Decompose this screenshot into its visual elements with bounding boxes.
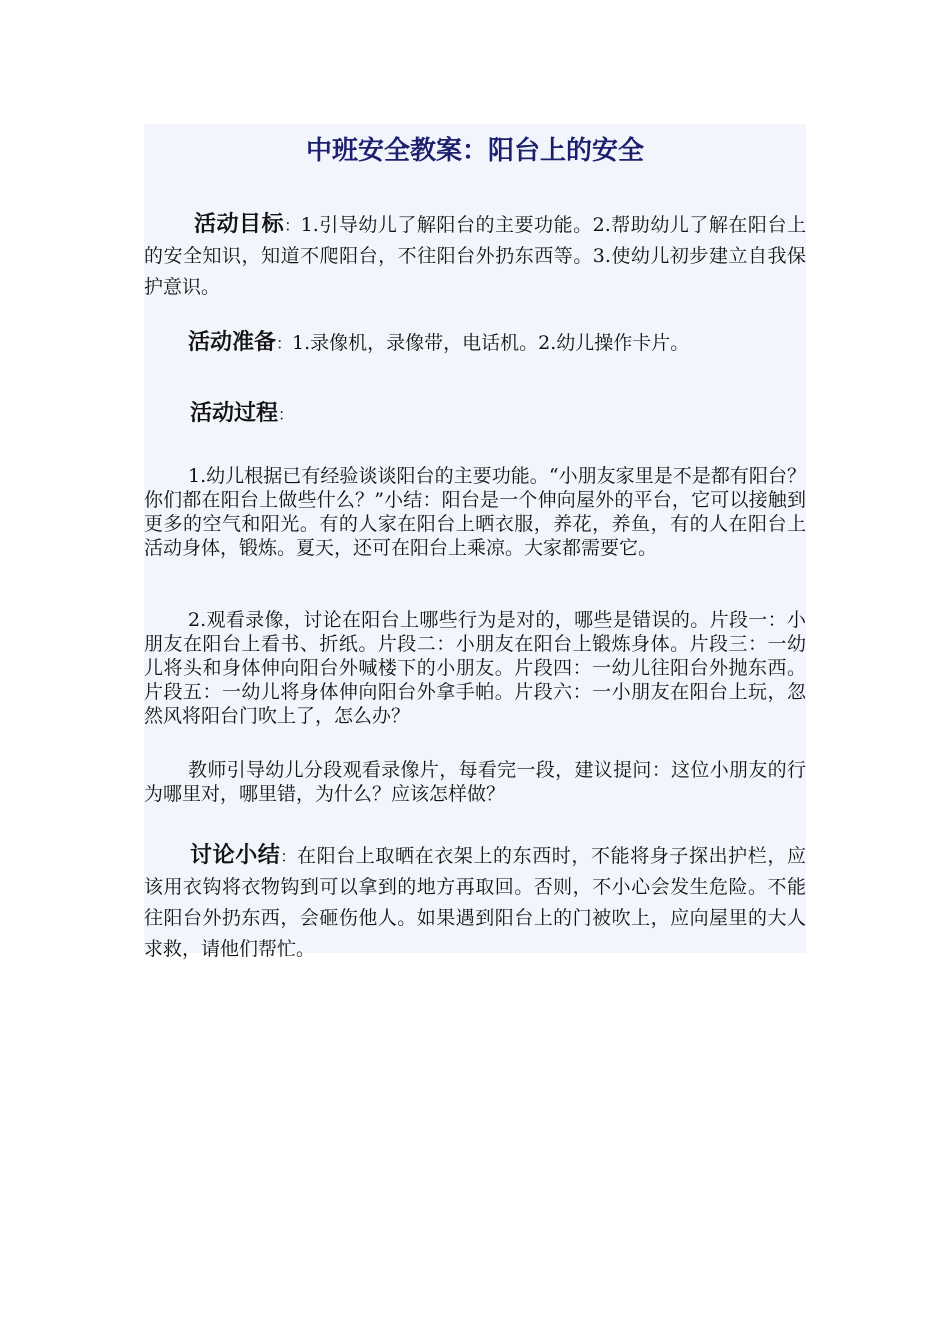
activity-process-paragraph (144, 402, 806, 427)
activity-process-colon: ： (278, 405, 295, 424)
activity-preparation-colon: ： (276, 334, 293, 353)
activity-preparation-heading: 活动准备 (188, 330, 277, 355)
process-step-2: 2.观看录像，讨论在阳台上哪些行为是对的，哪些是错误的。片段一：小朋友在阳台上看书、折纸。片段二：小朋友在阳台上锻炼身体。片段三：一幼儿将头和身体伸向阳台外喊楼下的小朋友。片段四：一幼儿往阳台外抛东西。片段五：一幼儿将身体伸向阳台外拿手帕。片段六：一小朋友在阳台上玩，忽然风将阳台门吹上了，怎么办？ (144, 609, 806, 727)
discussion-summary-colon: ： (280, 847, 298, 866)
activity-goals-text: 1.引导幼儿了解阳台的主要功能。2.帮助幼儿了解在阳台上的安全知识，知道不爬阳台，不往阳台外扔东西等。3.使幼儿初步建立自我保护意识。 (144, 214, 806, 298)
activity-goals-heading: 活动目标 (194, 212, 285, 237)
activity-goals-paragraph (144, 209, 806, 303)
activity-preparation-text: 1.录像机，录像带，电话机。2.幼儿操作卡片。 (292, 332, 690, 354)
discussion-summary-paragraph (144, 840, 806, 965)
discussion-summary-heading: 讨论小结 (190, 843, 281, 868)
document-page (144, 124, 806, 960)
teacher-guidance-paragraph: 教师引导幼儿分段观看录像片，每看完一段，建议提问：这位小朋友的行为哪里对，哪里错，为什么？应该怎样做？ (144, 759, 806, 805)
activity-process-heading: 活动过程 (190, 401, 279, 426)
activity-goals-colon: ： (284, 216, 301, 235)
discussion-summary-text: 在阳台上取晒在衣架上的东西时，不能将身子探出护栏，应该用衣钩将衣物钩到可以拿到的地方再取回。否则，不小心会发生危险。不能往阳台外扔东西，会砸伤他人。如果遇到阳台上的门被吹上，应向屋里的大人求救，请他们帮忙。 (144, 845, 806, 960)
activity-preparation-paragraph (144, 331, 806, 356)
document-title: 中班安全教案：阳台上的安全 (305, 136, 644, 166)
process-step-1: 1.幼儿根据已有经验谈谈阳台的主要功能。“小朋友家里是不是都有阳台？你们都在阳台上做些什么？”小结：阳台是一个伸向屋外的平台，它可以接触到更多的空气和阳光。有的人家在阳台上晒衣服，养花，养鱼，有的人在阳台上活动身体，锻炼。夏天，还可在阳台上乘凉。大家都需要它。 (144, 465, 806, 559)
